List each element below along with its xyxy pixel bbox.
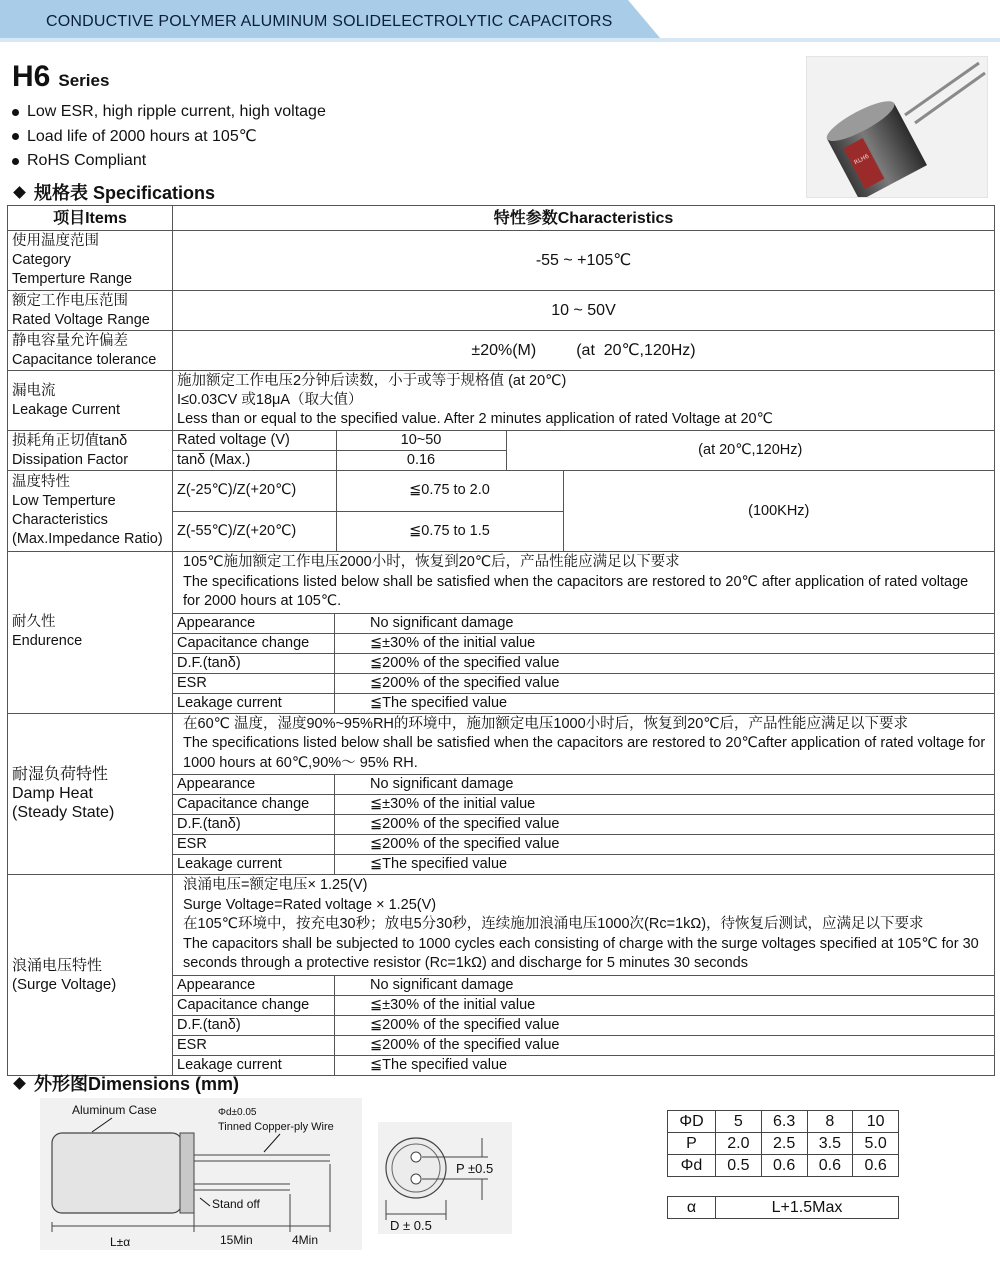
diamond-icon: [13, 186, 26, 199]
wire-label: Tinned Copper-ply Wire: [218, 1121, 334, 1133]
dim-title-text: 外形图Dimensions (mm): [34, 1074, 240, 1094]
label-line: Endurence: [12, 633, 83, 650]
label-line: Low Temperture: [12, 493, 116, 509]
length-label: L±α: [110, 1235, 131, 1249]
text-line: I≤0.03CV 或18μA（取大值）: [177, 392, 363, 408]
header-items: 项目Items: [8, 206, 173, 231]
dim-row: [668, 1155, 899, 1177]
criteria-row: [173, 1035, 994, 1055]
dim-cell: 2.0: [716, 1133, 762, 1155]
label-line: Leakage Current: [12, 401, 121, 418]
min4-label: 4Min: [292, 1233, 319, 1247]
dim-cell: 5: [716, 1111, 762, 1133]
text-line: 在105℃环境中，按充电30秒；放电5分30秒，连续施加浪涌电压1000次(Rc=1kΩ)，待恢复后测试，应满足以下要求: [183, 916, 924, 932]
criteria-value: ≦200% of the specified value: [335, 1035, 995, 1055]
criteria-row: [173, 815, 994, 835]
top-view-drawing: [378, 1122, 512, 1234]
criteria-item: Capacitance change: [173, 633, 335, 653]
dim-row: [668, 1111, 899, 1133]
criteria-item: ESR: [173, 1035, 335, 1055]
alpha-value: L+1.5Max: [716, 1197, 899, 1219]
spec-section-title: [12, 179, 215, 205]
criteria-value: No significant damage: [335, 613, 995, 633]
label-line: 浪涌电压特性: [12, 956, 103, 974]
text-line: 在60℃ 温度，湿度90%~95%RH的环境中，施加额定电压1000小时后，恢复到20℃后，产品性能应满足以下要求: [183, 715, 909, 732]
criteria-row: [173, 653, 994, 673]
endurance-subtable: [173, 613, 994, 713]
feature-item: [10, 125, 326, 150]
surge-text: [173, 875, 994, 975]
criteria-row: [173, 855, 994, 875]
product-photo: [806, 56, 988, 198]
text-line: The specifications listed below shall be satisfied when the capacitors are restored to 20℃after application of rated voltage for 1000 hours at 60℃,90%～ 95% RH.: [183, 735, 986, 771]
df-cell: 10~50: [336, 431, 506, 451]
row-surge: [8, 875, 995, 1076]
criteria-item: D.F.(tanδ): [173, 1015, 335, 1035]
criteria-row: [173, 795, 994, 815]
dim-cell: ΦD: [668, 1111, 716, 1133]
df-cell: tanδ (Max.): [173, 451, 336, 471]
label-line: (Steady State): [12, 804, 115, 822]
lowtemp-cell: Z(-25℃)/Z(+20℃): [173, 471, 336, 511]
dim-cell: 0.6: [807, 1155, 853, 1177]
dim-cell: 8: [807, 1111, 853, 1133]
alpha-label: α: [668, 1197, 716, 1219]
feature-item: [10, 149, 326, 174]
row-capacitance: [8, 331, 995, 371]
label-line: Temperture Range: [12, 271, 133, 287]
criteria-row: [173, 775, 994, 795]
damp-label: [8, 713, 173, 875]
endurance-text: [173, 552, 994, 613]
criteria-row: [173, 835, 994, 855]
surge-subtable: [173, 975, 994, 1075]
surge-label: [8, 875, 173, 1076]
lowtemp-cell: ≦0.75 to 1.5: [336, 511, 563, 551]
lowtemp-label: [8, 471, 173, 552]
dim-section-title: [12, 1070, 239, 1096]
voltage-label: [8, 291, 173, 331]
criteria-row: [173, 975, 994, 995]
standoff-label: Stand off: [212, 1197, 260, 1211]
criteria-item: Appearance: [173, 975, 335, 995]
text-line: 105℃施加额定工作电压2000小时，恢复到20℃后，产品性能应满足以下要求: [183, 554, 680, 570]
criteria-value: ≦200% of the specified value: [335, 673, 995, 693]
df-cell: 0.16: [336, 451, 506, 471]
label-line: 使用温度范围: [12, 233, 99, 249]
row-low-temp: [8, 471, 995, 552]
lowtemp-condition: (100KHz): [563, 471, 994, 551]
leak-label: [8, 371, 173, 431]
feature-item: [10, 100, 326, 125]
label-line: (Surge Voltage): [12, 975, 117, 993]
criteria-item: Leakage current: [173, 855, 335, 875]
label-line: 耐湿负荷特性: [12, 766, 109, 784]
dim-cell: P: [668, 1133, 716, 1155]
text-line: The capacitors shall be subjected to 1000 cycles each consisting of charge with the surge voltages specified at 105℃ for 30 seconds through a protective resistor (Rc=1kΩ) and discharge for 5 minutes 30 seconds: [183, 935, 979, 971]
dimension-table: [667, 1110, 899, 1177]
label-line: 温度特性: [12, 474, 70, 490]
label-line: 耐久性: [12, 614, 56, 631]
df-value: [173, 431, 995, 471]
diameter-label: D ± 0.5: [390, 1218, 432, 1233]
df-label: [8, 431, 173, 471]
criteria-item: ESR: [173, 673, 335, 693]
dim-cell: Φd: [668, 1155, 716, 1177]
lowtemp-subtable: [173, 471, 994, 551]
label-line: (Max.Impedance Ratio): [12, 531, 163, 547]
label-line: Dissipation Factor: [12, 451, 129, 468]
row-temperature: [8, 231, 995, 291]
temp-label: [8, 231, 173, 291]
row-voltage: [8, 291, 995, 331]
lowtemp-cell: Z(-55℃)/Z(+20℃): [173, 511, 336, 551]
feature-text: Load life of 2000 hours at 105℃: [27, 127, 257, 145]
label-line: 额定工作电压范围: [12, 292, 128, 309]
criteria-value: ≦The specified value: [335, 693, 995, 713]
criteria-value: ≦200% of the specified value: [335, 653, 995, 673]
banner-title: CONDUCTIVE POLYMER ALUMINUM SOLIDELECTROLYTIC CAPACITORS: [46, 13, 613, 30]
label-line: 漏电流: [12, 382, 56, 399]
criteria-item: Appearance: [173, 775, 335, 795]
header-banner: [0, 0, 1000, 46]
text-line: The specifications listed below shall be satisfied when the capacitors are restored to 20℃ after application of rated voltage for 2000 hours at 105℃.: [183, 573, 969, 609]
lowtemp-cell: ≦0.75 to 2.0: [336, 471, 563, 511]
alpha-table: [667, 1196, 899, 1219]
criteria-item: Leakage current: [173, 1055, 335, 1075]
label-line: Damp Heat: [12, 785, 93, 803]
dim-cell: 0.6: [853, 1155, 899, 1177]
dim-cell: 0.6: [761, 1155, 807, 1177]
text-line: 浪涌电压=额定电压× 1.25(V): [183, 877, 368, 893]
criteria-row: [173, 633, 994, 653]
label-line: 静电容量允许偏差: [12, 332, 128, 349]
header-characteristics: 特性参数Characteristics: [173, 206, 995, 231]
criteria-item: Capacitance change: [173, 795, 335, 815]
row-leakage: [8, 371, 995, 431]
criteria-row: [173, 613, 994, 633]
criteria-item: D.F.(tanδ): [173, 653, 335, 673]
bullet-icon: [12, 158, 19, 165]
damp-subtable: [173, 774, 994, 874]
dim-cell: 0.5: [716, 1155, 762, 1177]
row-dissipation: [8, 431, 995, 471]
feature-text: Low ESR, high ripple current, high voltage: [27, 103, 326, 120]
text-line: 施加额定工作电压2分钟后读数，小于或等于规格值 (at 20℃): [177, 373, 567, 389]
side-view-drawing: [40, 1098, 362, 1250]
bullet-icon: [12, 133, 19, 140]
criteria-item: ESR: [173, 835, 335, 855]
diamond-icon: [13, 1077, 26, 1090]
cap-label: [8, 331, 173, 371]
cap-value: ±20%(M) (at 20℃,120Hz): [173, 331, 995, 371]
criteria-value: ≦200% of the specified value: [335, 835, 995, 855]
pitch-label: P ±0.5: [456, 1161, 494, 1176]
lowtemp-value: [173, 471, 995, 552]
dim-row: [668, 1133, 899, 1155]
leak-value: [173, 371, 995, 431]
dim-cell: 2.5: [761, 1133, 807, 1155]
df-condition: (at 20℃,120Hz): [698, 442, 803, 458]
criteria-value: ≦200% of the specified value: [335, 815, 995, 835]
alpha-row: [668, 1197, 899, 1219]
capacitor-image: [807, 57, 987, 197]
surge-value: [173, 875, 995, 1076]
criteria-item: Appearance: [173, 613, 335, 633]
dim-cell: 6.3: [761, 1111, 807, 1133]
text-line: Less than or equal to the specified value. After 2 minutes application of rated Voltage at 20℃: [177, 411, 773, 427]
label-line: Rated Voltage Range: [12, 311, 150, 328]
dim-cell: 3.5: [807, 1133, 853, 1155]
wire-dim-label: Φd±0.05: [218, 1107, 257, 1118]
spec-header-row: [8, 206, 995, 231]
voltage-value: 10 ~ 50V: [173, 291, 995, 331]
bullet-icon: [12, 109, 19, 116]
temp-value: -55 ~ +105℃: [173, 231, 995, 291]
spec-title-text: 规格表 Specifications: [34, 183, 216, 203]
series-title: [12, 60, 109, 94]
case-label: Aluminum Case: [72, 1103, 157, 1117]
criteria-value: ≦200% of the specified value: [335, 1015, 995, 1035]
criteria-item: Leakage current: [173, 693, 335, 713]
row-endurance: [8, 552, 995, 714]
df-subtable: [173, 431, 994, 470]
min15-label: 15Min: [220, 1233, 253, 1247]
photo-marking: RLH6: [853, 152, 871, 167]
damp-text: [173, 714, 994, 775]
endurance-value: [173, 552, 995, 714]
criteria-value: No significant damage: [335, 975, 995, 995]
criteria-value: ≦The specified value: [335, 1055, 995, 1075]
damp-value: [173, 713, 995, 875]
criteria-row: [173, 1015, 994, 1035]
row-damp-heat: [8, 713, 995, 875]
label-line: 损耗角正切值tanδ: [12, 432, 128, 449]
criteria-row: [173, 995, 994, 1015]
criteria-row: [173, 673, 994, 693]
endurance-label: [8, 552, 173, 714]
spec-table: [7, 205, 995, 1076]
feature-list: [10, 100, 326, 174]
df-cell: Rated voltage (V): [173, 431, 336, 451]
series-label: Series: [58, 71, 110, 90]
criteria-value: ≦±30% of the initial value: [335, 633, 995, 653]
criteria-value: No significant damage: [335, 775, 995, 795]
series-name: H6: [12, 60, 51, 93]
label-line: Characteristics: [12, 512, 108, 528]
label-line: Category: [12, 252, 71, 268]
dim-cell: 5.0: [853, 1133, 899, 1155]
criteria-row: [173, 693, 994, 713]
label-line: Capacitance tolerance: [12, 351, 157, 368]
criteria-value: ≦±30% of the initial value: [335, 995, 995, 1015]
dim-cell: 10: [853, 1111, 899, 1133]
text-line: Surge Voltage=Rated voltage × 1.25(V): [183, 896, 437, 913]
criteria-value: ≦The specified value: [335, 855, 995, 875]
dimensions-section: [0, 1066, 1000, 1286]
feature-text: RoHS Compliant: [27, 152, 147, 169]
criteria-item: D.F.(tanδ): [173, 815, 335, 835]
criteria-item: Capacitance change: [173, 995, 335, 1015]
criteria-value: ≦±30% of the initial value: [335, 795, 995, 815]
